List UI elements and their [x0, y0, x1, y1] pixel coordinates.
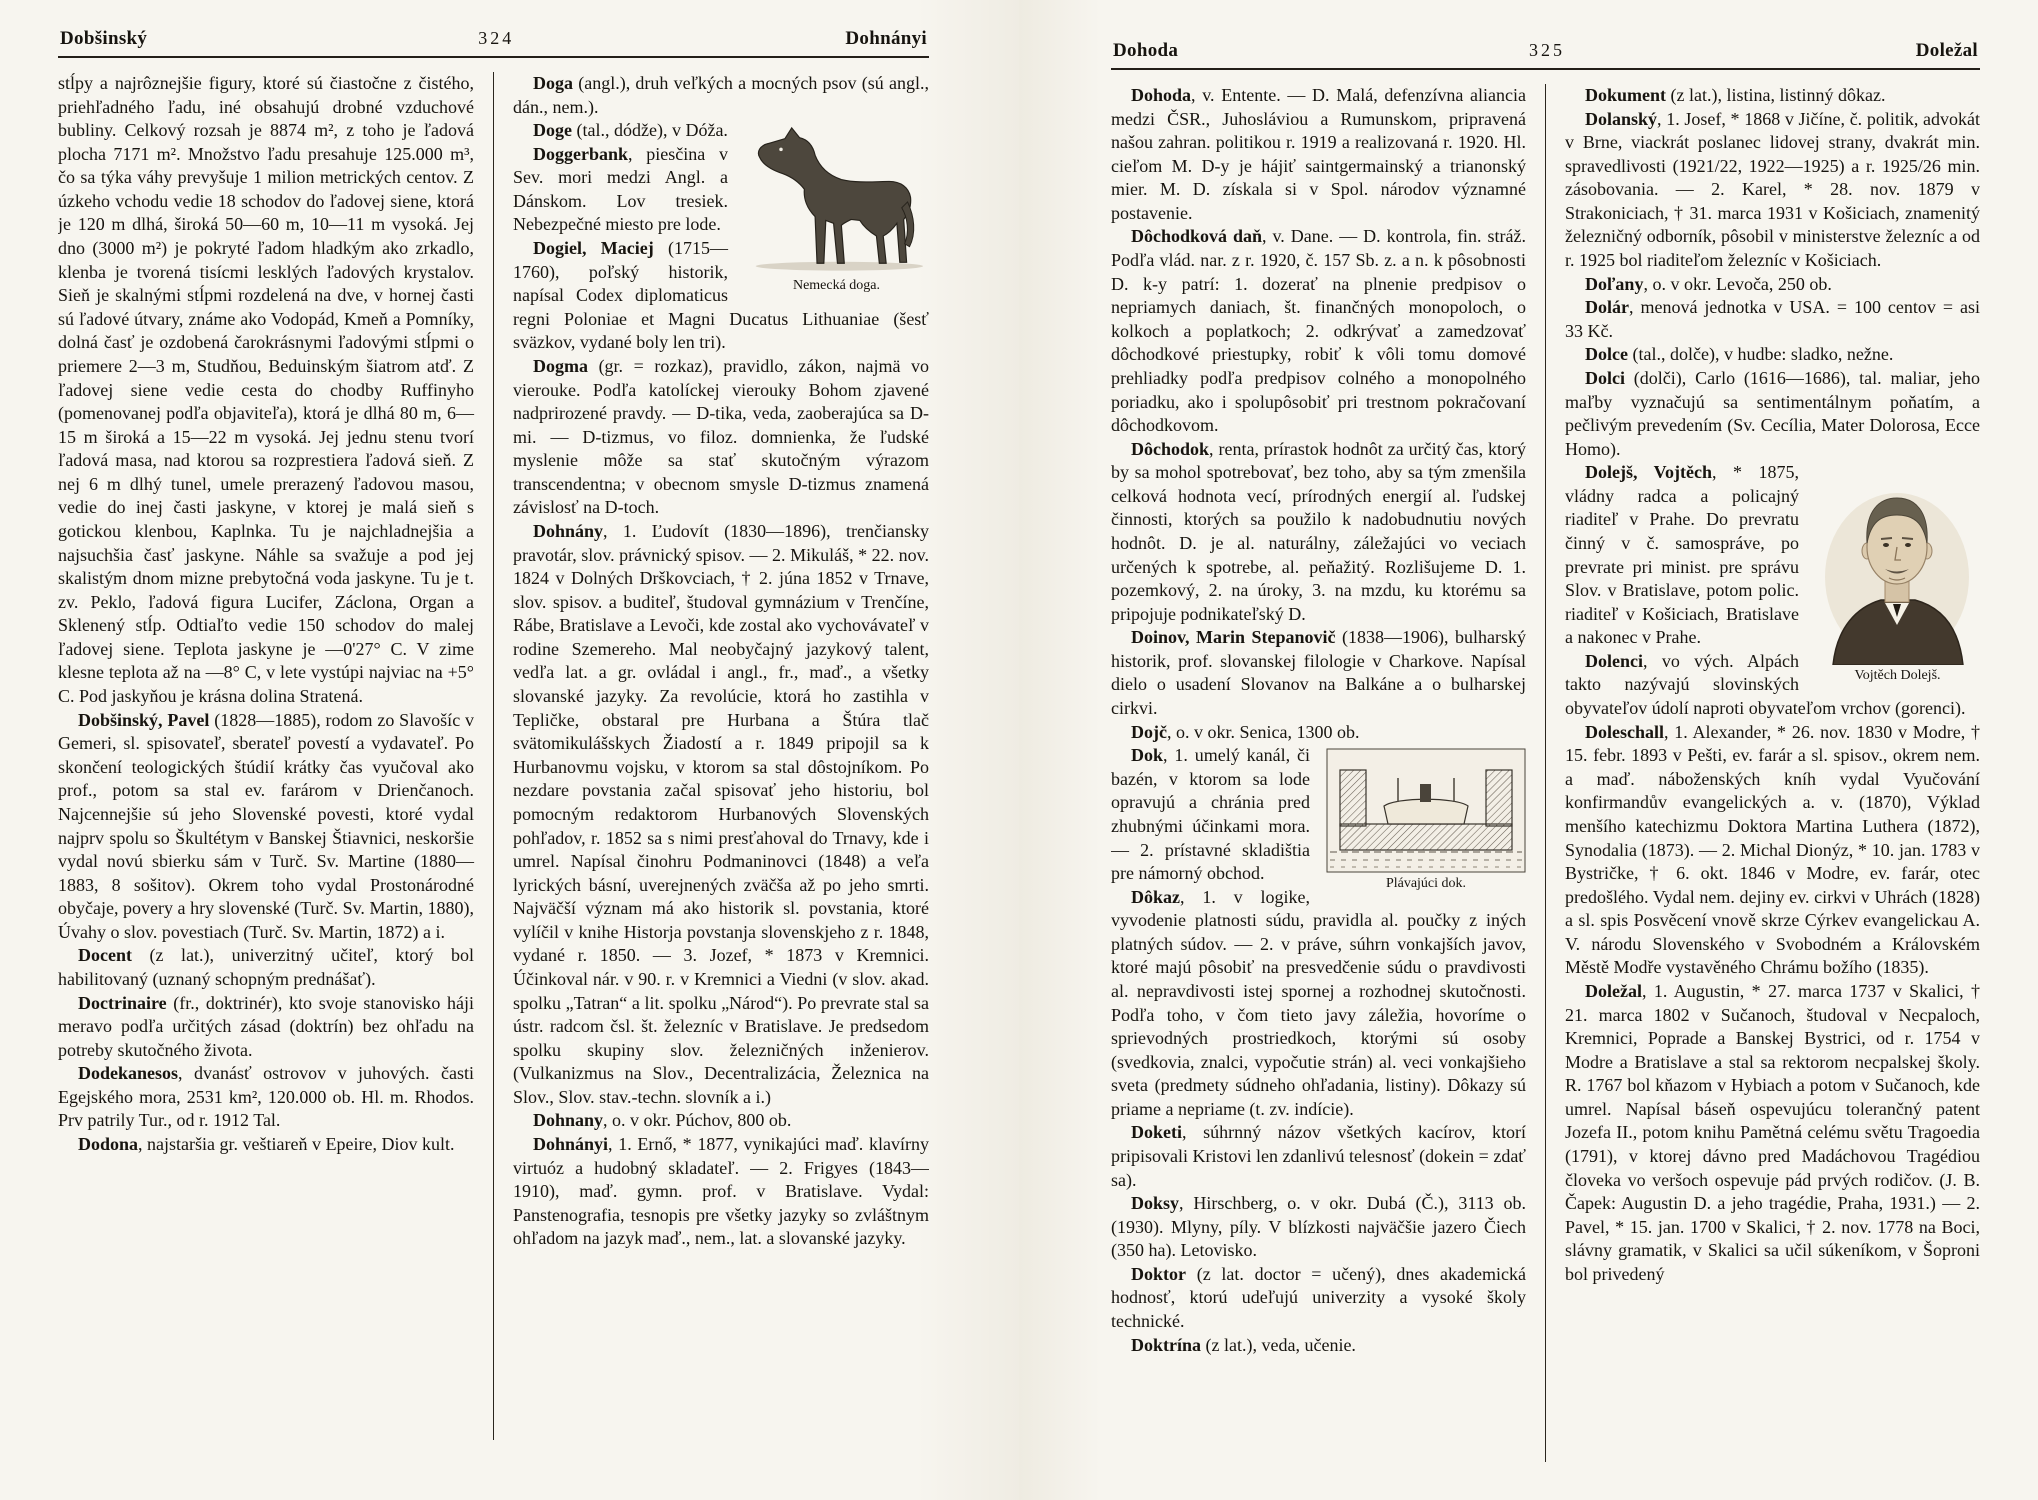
- guide-word-left: Dobšinský: [60, 28, 148, 49]
- dictionary-entry: Dobšinský, Pavel (1828—1885), rodom zo Slavošíc v Gemeri, sl. spisovateľ, sberateľ povestí a vydavateľ. Po skončení teologických štúdií krátky čas vyučoval ako prof., potom sa stal ev. farárom v Drienčanoch. Najcennejšie sú jeho Slovenské povesti, ktoré vydal najprv spolu so Škultétym v Banskej Štiavnici, neskoršie vydal novú sbierku sám v Turč. Sv. Martine (1880—1883, 8 sošitov). Okrem toho vydal Prostonárodné obyčaje, povery a hry slovenské (Turč. Sv. Martin, 1880), Úvahy o slov. povestiach (Turč. Sv. Martin, 1872) a i.: [58, 709, 475, 942]
- continuation-paragraph: stĺpy a najrôznejšie figury, ktoré sú čiastočne z čistého, priehľadného ľadu, iné obsahujú drobné vzduchové bubliny. Celkový rozsah je 8874 m², z toho je ľadová plocha 7171 m². Množstvo ľadu presahuje 125.000 m³, čo sa týka váhy prevyšuje 1 milion metrických centov. Z úzkeho vchodu vedie 18 schodov do ľadovej siene, ktorá je 120 m dlhá, široká 50—60 m, 10—11 m vysoká. Jej dno (3000 m²) je pokryté ľadom hladkým ako zrkadlo, klenba je tvorená tisícmi lesklých ľadových krystalov. Sieň je skalnými stĺpmi rozdelená na dve, v hornej časti sú ľadové útvary, známe ako Vodopád, Kmeň a Pomníky, dolná časť je ozdobená čarokrásnymi ľadovými stĺpmi o priemere 2—3 m, Studňou, Beduinským šiatrom atď. Z ľadovej siene vedie cesta do chodby Ruffinyho (pomenovanej podľa objaviteľa), ktorá je dlhá 80 m, 6—15 m široká a 15—22 m vysoká. Jej jednu stenu tvorí ľadová masa, nad ktorou sa rozprestiera ľadová sieň. Z nej 6 m dlhý tunel, umele prerazený ľadovou masou, vedie do inej časti jaskyne, v ktorej je malá sieň s gotickou klenbou, Kaplnka. Tu je najchladnejšia a najsuchšia časť jaskyne. Náhle sa svažuje a pod jej skalistým dnom mizne prebytočná voda jaskyne. Tu je t. zv. Peklo, ľadová figura Lucifer, Záclona, Organ a Sklenený stĺp. Odtiaľto vedie 150 schodov do malej ľadovej siene. Teplota jaskyne je —0'27° C. V zime klesne teplota až na —8° C, v lete vystúpi najviac na +5° C. Pod jaskyňou je krásna dolina Stratená.: [58, 73, 474, 707]
- text-column-3: [1111, 84, 1546, 1462]
- entry-headword: Dobšinský, Pavel: [78, 709, 210, 730]
- dictionary-entry: Doctrinaire (fr., doktrinér), kto svoje stanovisko háji meravo podľa určitých zásad (doktrín) bez ohľadu na potreby skutočného života.: [58, 992, 474, 1060]
- dictionary-entry: Dolce (tal., dolče), v hudbe: sladko, nežne.: [1585, 344, 1894, 365]
- dictionary-entry: Doktrína (z lat.), veda, učenie.: [1131, 1334, 1356, 1355]
- dictionary-entry: Dodekanesos, dvanásť ostrovov v juhových. časti Egejského mora, 2531 km², 120.000 ob. Hl. m. Rhodos. Prv patrily Tur., od r. 1912 Tal.: [58, 1063, 474, 1131]
- dictionary-entry: Doggerbank, piesčina v Sev. mori medzi Angl. a Dánskom. Lov tresiek. Nebezpečné miesto pre lode.: [513, 143, 728, 235]
- entry-headword: Doľany: [1585, 273, 1644, 294]
- entry-headword: Doktor: [1131, 1263, 1186, 1284]
- dictionary-entry: Dôchodková daň, v. Dane. — D. kontrola, fin. stráž. Podľa vlád. nar. z r. 1920, č. 157 Sb. z. a n. k pôsobnosti D. k-y patrí: 1. dozerať na plnenie predpisov o nepriamych daniach, št. finančných monopoloch, o kolkoch a poplatkoch; 2. odkrývať a zamedzovať dôchodkové priestupky, robiť k vôli tomu domové prehliadky podľa predpisov colného a monopolného poriadku, ako i spolupôsobiť pri trestnom pokračovaní dôchodkovom.: [1111, 226, 1526, 436]
- dictionary-entry: Dogiel, Maciej (1715—1760), poľský historik, napísal Codex diplomaticus regni Poloniae et Magni Ducatus Lithuaniae (šesť sväzkov, vydané boly len tri).: [513, 238, 929, 353]
- floating-dock-illustration-icon: [1326, 748, 1526, 873]
- dictionary-entry: Doležal, 1. Augustin, * 27. marca 1737 v Skalici, † 21. marca 1802 v Sučanoch, študoval v Necpaloch, Kremnici, Poprade a Banskej Bystrici, od r. 1754 v Modre a Bratislave a stal sa rektorom necpalskej školy. R. 1767 bol kňazom v Hybiach a potom v Sučanoch, kde umrel. Napísal báseň ospevujúcu tolerančný patent Jozefa II., potom knihu Pamětná celému světu Tragoedia (1791), v ktorej dávno pred Madáchovou Tragédiou človeka vo veršoch ospevuje pád prvých rodičov. (J. B. Čapek: Augustin D. a jeho tragédie, Praha, 1931.) — 2. Pavel, * 15. jan. 1700 v Skalici, † 2. nov. 1778 na Boci, slávny gramatik, v Skalici sa učil súkeníkom, v Šoproni bol privedený: [1565, 980, 1980, 1284]
- dictionary-entry: Doktor (z lat. doctor = učený), dnes akademická hodnosť, ktorú udeľujú univerzity a vysoké školy technické.: [1111, 1263, 1526, 1332]
- entry-headword: Dogiel, Maciej: [533, 238, 654, 259]
- figure-floating-dock: [1326, 748, 1526, 893]
- dictionary-entry: Dok, 1. umelý kanál, či bazén, v ktorom sa lode opravujú a chránia pred zhubnými účinkami mora. — 2. prístavné skladištia pre námorný obchod.: [1111, 745, 1310, 884]
- entry-headword: Dolár: [1585, 297, 1629, 318]
- dictionary-entry: Dojč, o. v okr. Senica, 1300 ob.: [1131, 721, 1360, 742]
- text-columns: [58, 72, 929, 1440]
- text-column-2: [494, 72, 929, 1440]
- entry-headword: Docent: [78, 945, 132, 966]
- dictionary-entry: Doga (angl.), druh veľkých a mocných psov (sú angl., dán., nem.).: [513, 73, 929, 117]
- entry-headword: Doležal: [1585, 980, 1642, 1001]
- entry-headword: Dodona: [78, 1134, 139, 1155]
- dictionary-entry: Dokument (z lat.), listina, listinný dôkaz.: [1585, 85, 1886, 105]
- dictionary-entry: Docent (z lat.), univerzitný učiteľ, ktorý bol habilitovaný (uznaný schopným prednášať).: [58, 945, 474, 989]
- figure-caption: Plávajúci dok.: [1385, 876, 1467, 892]
- text-column-4: [1546, 84, 1980, 1462]
- page-header-left: [58, 28, 929, 58]
- page-number: 325: [1528, 40, 1565, 60]
- dictionary-entry: Dôchodok, renta, prírastok hodnôt za určitý čas, ktorý by sa mohol spotrebovať, bez toho, aby sa tým zmenšila celková hodnota vecí, prírodných energií al. ľudskej činnosti, ktorých sa použilo k nadobudnutiu nových hodnôt. D. je al. naturálny, záležajúci vo veciach určených k spotrebe, al. peňažitý. Rozlišujeme D. 1. pozemkový, 2. na úroky, 3. na mzdu, ku ktorému sa pripojuje podnikateľský D.: [1111, 438, 1526, 624]
- entry-headword: Doleschall: [1585, 721, 1664, 742]
- entry-headword: Doge: [533, 120, 572, 141]
- entry-headword: Doggerbank: [533, 143, 629, 164]
- entry-headword: Dogma: [533, 355, 588, 376]
- dictionary-entry: Dohnany, o. v okr. Púchov, 800 ob.: [533, 1110, 792, 1131]
- dictionary-entry: Doksy, Hirschberg, o. v okr. Dubá (Č.), 3113 ob. (1930). Mlyny, píly. V blízkosti najväčšie jazero Čiech (350 ha). Letovisko.: [1111, 1193, 1526, 1261]
- entry-headword: Dohnány: [533, 520, 604, 541]
- figure-caption: Nemecká doga.: [792, 278, 881, 294]
- entry-headword: Doinov, Marin Stepanovič: [1131, 627, 1336, 648]
- entry-headword: Dolce: [1585, 344, 1628, 365]
- dictionary-entry: Dohoda, v. Entente. — D. Malá, defenzívna aliancia medzi ČSR., Juhosláviou a Rumunskom, pripravená našou zahran. politikou r. 1919 a realizovaná r. 1920. Hl. cieľom M. D-y je hájiť saintgermainský a trianonský mier. M. D. získala si v Spol. národov významné postavenie.: [1111, 85, 1526, 223]
- entry-headword: Dok: [1131, 745, 1164, 766]
- entry-headword: Doctrinaire: [78, 992, 167, 1013]
- guide-word-right: Doležal: [1915, 40, 1978, 61]
- entry-headword: Dolci: [1585, 367, 1625, 388]
- dictionary-entry: Doinov, Marin Stepanovič (1838—1906), bulharský historik, prof. slovanskej filologie v Charkove. Napísal dielo o usadení Slovanov na Balkáne a o bulharskej cirkvi.: [1111, 627, 1526, 719]
- entry-headword: Doketi: [1131, 1122, 1182, 1143]
- dictionary-entry: Doleschall, 1. Alexander, * 26. nov. 1830 v Modre, † 15. febr. 1893 v Pešti, ev. farár a sl. spisov., okrem nem. a maď. náboženských kníh vydal Vyučování konfirmandův evangelických a. v. (1870), Výklad menšího katechizmu Doktora Martina Luthera (1872), Synodalia (1873). — 2. Michal Dionýz, * 10. jan. 1783 v Bystričke, † 6. okt. 1846 v Modre, ev. farár, otec predošlého. Vydal nem. dejiny ev. cirkvi v Uhrách (1828) a sl. spis Posvěcení vnově skrze Cýrkev evangelickau A. V. národu Slovenského v Svobodném a Královském Městě Modře vystavěného Chrámu božího (1835).: [1565, 721, 1980, 978]
- page-325: [1019, 0, 2038, 1500]
- dictionary-entry: Doge (tal., dódže), v Dóža.: [533, 120, 728, 141]
- text-columns: [1111, 84, 1980, 1462]
- dictionary-entry: Dogma (gr. = rozkaz), pravidlo, zákon, najmä vo vierouke. Podľa katolíckej vierouky Bohom zjavené nadprirozené pravdy. — D-tika, veda, zaoberajúca sa D-mi. — D-tizmus, vo filoz. domnienka, že ľudské myslenie môže sa stať skutočným výrazom transcendentna; v obecnom smysle D-tizmus znamená závislosť na D-toch.: [513, 355, 929, 518]
- dictionary-entry: Dohnány, 1. Ľudovít (1830—1896), trenčiansky pravotár, slov. právnický spisov. — 2. Mikuláš, * 22. nov. 1824 v Dolných Drškovciach, † 2. júna 1852 v Trnave, slov. spisov. a buditeľ, študoval gymnázium v Trenčíne, Rábe, Bratislave a Levoči, kde zostal ako vychovávateľ v rodine Szemereho. Mal neobyčajný jazykový talent, vedľa lat. a gr. ovládal i angl., fr., maď., a všetky slovanské jazyky. Za revolúcie, ktorá ho zastihla v Tepličke, obstaral pre Hurbana a Štúra tlač svätomikulášskych Žiadostí a r. 1849 pripojil sa k Hurbanovmu vojsku, v ktorom sa stal dôstojníkom. Po nezdare povstania začal spisovať jeho historiu, bol pomocným redaktorom Hurbanových Slovenských pohľadov, r. 1852 sa s nimi presťahoval do Trnavy, kde i umrel. Napísal činohru Podmaninovci (1848) a veľa lyrických básní, uverejnených zväčša až po jeho smrti. Najväčší význam má ako historik sl. povstania, ktoré vylíčil v knihe Historja povstanja slovenskjeho z r. 1848, vydané r. 1850. — 3. Jozef, * 1873 v Kremnici. Účinkoval nár. v 90. r. v Kremnici a Viedni (v slov. akad. spolku „Tatran“ a lit. spolku „Národ“). Po prevrate stal sa ústr. radcom čsl. št. železníc v Bratislave. Je predsedom spolku skupiny slov. železničných inženierov. (Vulkanizmus na Slov., Decentralizácia, Železnica na Slov., Slov. stav.-techn. slovník a i.): [513, 520, 929, 1107]
- entry-headword: Dodekanesos: [78, 1063, 179, 1084]
- page-header-right: [1111, 40, 1980, 70]
- dictionary-entry: Doľany, o. v okr. Levoča, 250 ob.: [1585, 273, 1832, 294]
- dictionary-entry: Dolanský, 1. Josef, * 1868 v Jičíne, č. politik, advokát v Brne, viackrát poslanec lidovej strany, dvakrát min. spravedlivosti (1921/22, 1922—1925) a r. 1925/26 min. zásobovania. — 2. Karel, * 28. nov. 1879 v Strakoniciach, † 31. marca 1931 v Košiciach, znamenitý železničný odborník, pôsobil v ministerstve železníc a od r. 1925 bol riaditeľom železníc v Košiciach.: [1565, 108, 1980, 271]
- page-number: 324: [478, 28, 515, 48]
- entry-headword: Dohoda: [1131, 85, 1192, 105]
- entry-headword: Doktrína: [1131, 1334, 1202, 1355]
- dictionary-entry: Dohnányi, 1. Ernő, * 1877, vynikajúci maď. klavírny virtuóz a hudobný skladateľ. — 2. Frigyes (1843—1910), maď. gymn. prof. v Bratislave. Vydal: Panstenografia, tesnopis pre všetky jazyky so zvláštnym ohľadom na jazyk maď., nem., lat. a slovanské jazyky.: [513, 1134, 929, 1249]
- entry-headword: Dojč: [1131, 721, 1167, 742]
- entry-headword: Dôchodok: [1131, 438, 1210, 459]
- guide-word-right: Dohnányi: [845, 28, 927, 49]
- entry-headword: Doksy: [1131, 1193, 1180, 1214]
- dictionary-entry: Dolár, menová jednotka v USA. = 100 centov = asi 33 Kč.: [1565, 297, 1980, 341]
- figure-german-mastiff: [744, 123, 929, 295]
- figure-portrait-dolejs: [1815, 465, 1980, 685]
- entry-headword: Dôchodková daň: [1131, 226, 1263, 247]
- entry-headword: Dolanský: [1585, 108, 1658, 129]
- entry-headword: Dohnányi: [533, 1134, 609, 1155]
- entry-headword: Dolejš, Vojtěch: [1585, 462, 1712, 483]
- guide-word-left: Dohoda: [1113, 40, 1179, 61]
- entry-headword: Dokument: [1585, 85, 1667, 105]
- entry-headword: Dôkaz: [1131, 886, 1180, 907]
- dictionary-entry: Dolenci, vo vých. Alpách takto nazývajú slovinských obyvateľov údolí naproti obyvateľom vrchov (gorenci).: [1565, 650, 1966, 719]
- entry-headword: Dohnany: [533, 1110, 604, 1131]
- text-column-1: [58, 72, 494, 1440]
- dictionary-entry: Dodona, najstaršia gr. veštiareň v Epeire, Diov kult.: [78, 1134, 455, 1155]
- dictionary-entry: Dolejš, Vojtěch, * 1875, vládny radca a policajný riaditeľ v Prahe. Do prevratu činný v č. samospráve, po prevrate pri minist. pre správu Slov. v Bratislave, potom polic. riaditeľ v Košiciach, Bratislave a nakonec v Prahe.: [1565, 462, 1799, 648]
- portrait-illustration-icon: [1815, 465, 1980, 665]
- entry-headword: Dolenci: [1585, 650, 1643, 671]
- entry-headword: Doga: [533, 73, 573, 93]
- dog-illustration-icon: [744, 123, 929, 275]
- dictionary-entry: Dôkaz, 1. v logike, vyvodenie platnosti súdu, pravidla al. poučky z iných platných súdov. — 2. v práve, súhrn vonkajších javov, ktoré majú pôsobiť na presvedčenie súdu o pravdivosti al. nepravdivosti istej spornej a rozhodnej skutočnosti. Podľa toho, v čom tieto javy záležia, hovoríme o sprievodných prostriedkoch, ktorými sú osoby (svedkovia, znalci, vypočutie strán) al. veci vonkajšieho sveta (predmety súdneho ohľadania, listiny). Dôkazy sú priame a nepriame (t. zv. indície).: [1111, 886, 1526, 1119]
- dictionary-entry: Dolci (dolči), Carlo (1616—1686), tal. maliar, jeho maľby vyznačujú sa sentimentálnym poňatím, a pečlivým prevedením (Sv. Cecília, Mater Dolorosa, Ecce Homo).: [1565, 367, 1980, 459]
- dictionary-entry: Doketi, súhrnný názov všetkých kacírov, ktorí pripisovali Kristovi len zdanlivú telesnosť (dokein = zdať sa).: [1111, 1122, 1526, 1190]
- figure-caption: Vojtěch Dolejš.: [1854, 668, 1941, 684]
